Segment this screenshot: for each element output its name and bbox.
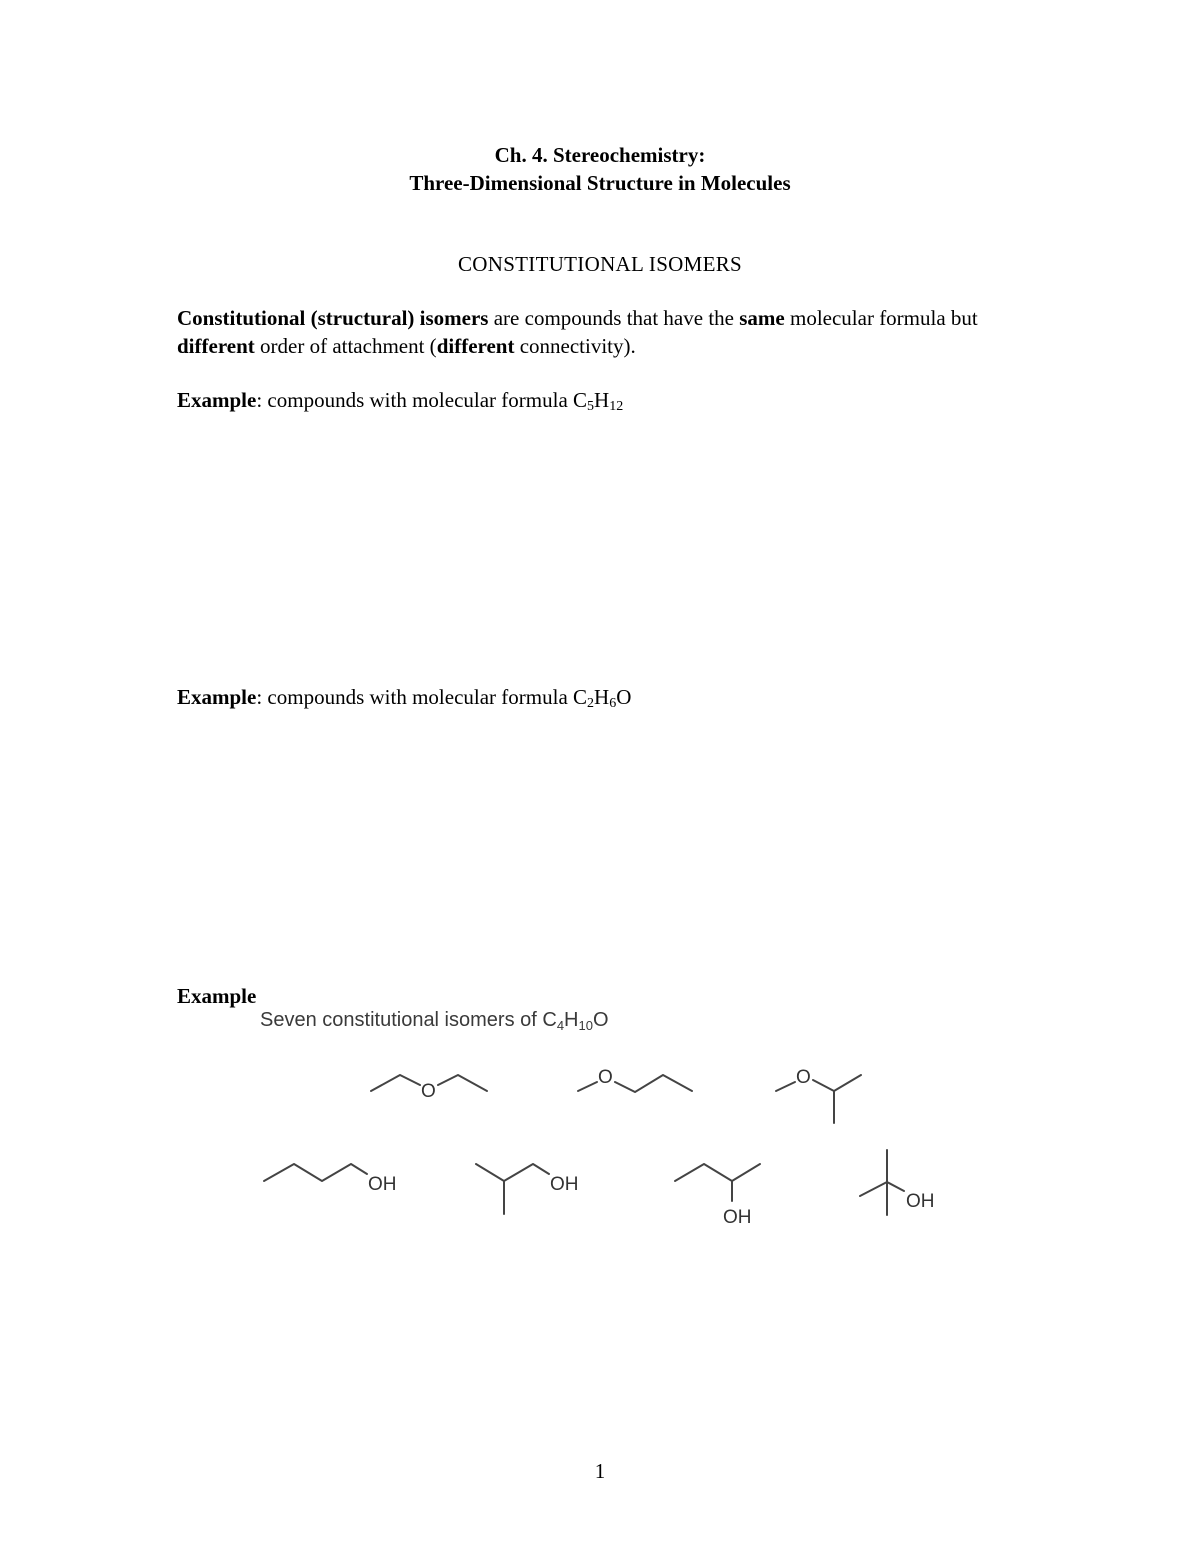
- example-2-label: Example: [177, 685, 257, 709]
- example-2-h-subscript: 6: [609, 696, 617, 711]
- structure-diethyl-ether: [371, 1075, 487, 1102]
- example-2-text: : compounds with molecular formula C: [256, 685, 588, 709]
- definition-different-2: different: [436, 334, 515, 358]
- example-1-text: : compounds with molecular formula C: [256, 388, 588, 412]
- title-line-2: Three-Dimensional Structure in Molecules: [409, 171, 791, 195]
- example-1-h: H: [594, 388, 610, 412]
- atom-oh-6: OH: [723, 1207, 752, 1228]
- atom-o-1: O: [421, 1081, 436, 1102]
- definition-different-1: different: [177, 334, 255, 358]
- title-line-1: Ch. 4. Stereochemistry:: [494, 143, 706, 167]
- example-2-tail: O: [616, 685, 632, 709]
- definition-text-2: molecular formula but: [784, 306, 978, 330]
- example-1-label: Example: [177, 388, 257, 412]
- definition-term: Constitutional (structural) isomers: [177, 306, 489, 330]
- definition-text-4: connectivity).: [514, 334, 636, 358]
- example-1-c-subscript: 5: [587, 399, 595, 414]
- definition-same: same: [739, 306, 785, 330]
- definition-text-1: are compounds that have the: [488, 306, 740, 330]
- structure-2-butanol: [675, 1164, 760, 1228]
- structure-methyl-propyl-ether: [578, 1067, 692, 1092]
- example-2-h: H: [594, 685, 610, 709]
- caption-tail: O: [592, 1009, 609, 1031]
- example-2-c-subscript: 2: [587, 696, 595, 711]
- structure-isopropyl-methyl-ether: [776, 1067, 861, 1123]
- structure-tert-butanol: [860, 1150, 935, 1215]
- atom-o-3: O: [796, 1067, 811, 1088]
- caption-h: H: [564, 1009, 579, 1031]
- example-3-label: Example: [177, 984, 257, 1008]
- atom-oh-7: OH: [906, 1191, 935, 1212]
- structure-1-butanol: [264, 1164, 397, 1195]
- page-number: 1: [594, 1459, 606, 1483]
- atom-o-2: O: [598, 1067, 613, 1088]
- atom-oh-4: OH: [368, 1174, 397, 1195]
- atom-oh-5: OH: [550, 1174, 579, 1195]
- caption-prefix: Seven constitutional isomers of C: [260, 1009, 557, 1031]
- example-1-h-subscript: 12: [609, 399, 624, 414]
- caption-h-subscript: 10: [578, 1018, 593, 1033]
- caption-c-subscript: 4: [556, 1018, 565, 1033]
- structure-isobutanol: [476, 1164, 579, 1214]
- definition-text-3: order of attachment (: [254, 334, 437, 358]
- section-heading: CONSTITUTIONAL ISOMERS: [457, 252, 743, 276]
